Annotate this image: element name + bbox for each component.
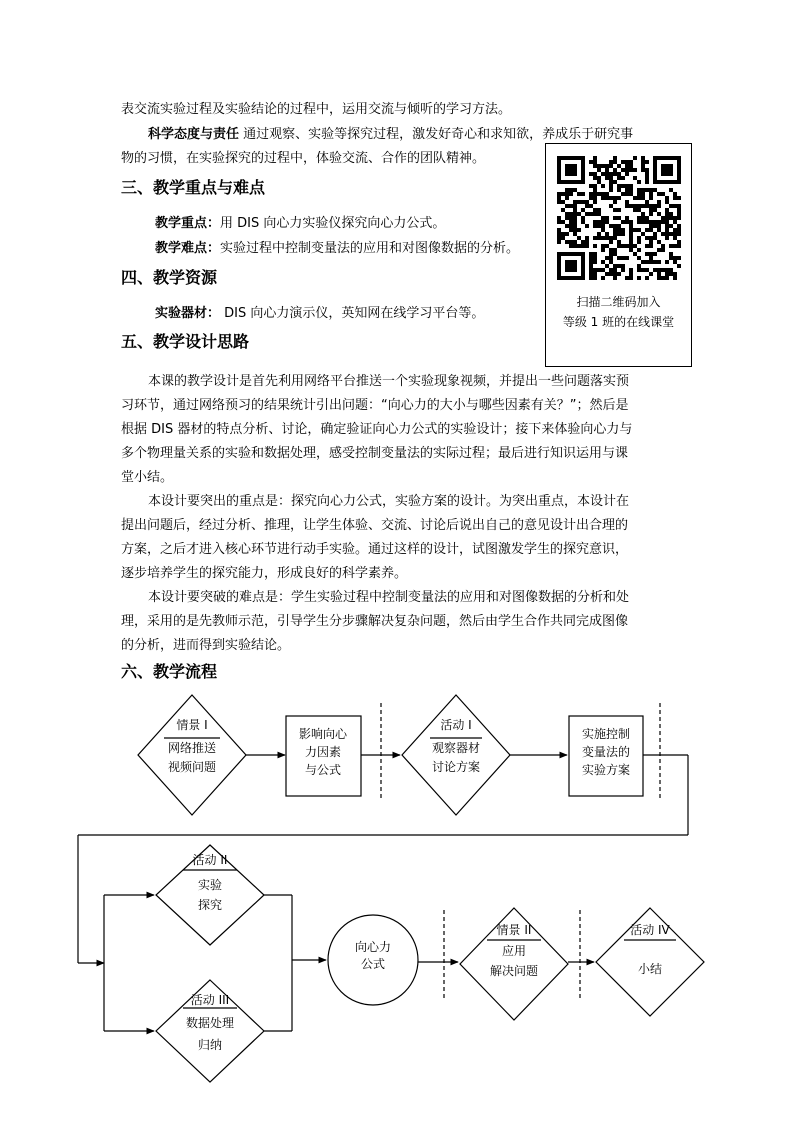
design-line-11: 理，采用的是先教师示范，引导学生分步骤解决复杂问题，然后由学生合作共同完成图像 bbox=[121, 614, 629, 629]
r1-line-3: 与公式 bbox=[304, 763, 342, 777]
key-point-text: 用 DIS 向心力实验仪探究向心力公式。 bbox=[220, 216, 446, 231]
d2-line-2: 讨论方案 bbox=[431, 760, 481, 774]
para-line-3: 物的习惯，在实验探究的过程中，体验交流、合作的团队精神。 bbox=[121, 151, 486, 166]
d1-line-1: 网络推送 bbox=[167, 741, 217, 755]
d1-top-label: 情景 I bbox=[176, 718, 208, 732]
r2-line-1: 实施控制 bbox=[581, 727, 631, 741]
design-line-6: 本设计要突出的重点是：探究向心力公式，实验方案的设计。为突出重点，本设计在 bbox=[148, 494, 630, 509]
section-4-title: 四、教学资源 bbox=[121, 268, 218, 287]
section-5-title: 五、教学设计思路 bbox=[121, 332, 250, 351]
d4-line-1: 数据处理 bbox=[185, 1016, 235, 1030]
design-line-3: 根据 DIS 器材的特点分析、讨论，确定验证向心力公式的实验设计；接下来体验向心力与 bbox=[121, 422, 633, 437]
d5-top-label: 情景 II bbox=[496, 923, 532, 937]
design-line-1: 本课的教学设计是首先利用网络平台推送一个实验现象视频，并提出一些问题落实预 bbox=[148, 374, 630, 389]
d3-top-label: 活动 II bbox=[192, 853, 228, 867]
key-point-label: 教学重点： bbox=[155, 216, 221, 231]
qr-caption-line-1: 扫描二维码加入 bbox=[576, 295, 661, 309]
design-line-4: 多个物理量关系的实验和数据处理，感受控制变量法的实际过程；最后进行知识运用与课 bbox=[121, 446, 629, 461]
d6-top-label: 活动 IV bbox=[630, 923, 670, 937]
difficulty-label: 教学难点： bbox=[155, 241, 221, 256]
design-line-8: 方案，之后才进入核心环节进行动手实验。通过这样的设计，试图激发学生的探究意识， bbox=[121, 542, 629, 557]
diamond-activity-1 bbox=[402, 695, 510, 815]
design-line-9: 逐步培养学生的探究能力，形成良好的科学素养。 bbox=[121, 566, 408, 581]
section-3-title: 三、教学重点与难点 bbox=[121, 178, 266, 197]
attitude-label: 科学态度与责任 bbox=[148, 127, 240, 142]
design-line-2: 习环节，通过网络预习的结果统计引出问题：“向心力的大小与哪些因素有关？”；然后是 bbox=[121, 398, 629, 413]
design-line-5: 堂小结。 bbox=[121, 470, 174, 485]
design-line-7: 提出问题后，经过分析、推理，让学生体验、交流、讨论后说出自己的意见设计出合理的 bbox=[121, 518, 629, 533]
qr-caption-line-2: 等级 1 班的在线课堂 bbox=[562, 315, 675, 329]
d3-line-2: 探究 bbox=[197, 898, 223, 912]
equipment-text: DIS 向心力演示仪，英知网在线学习平台等。 bbox=[220, 306, 485, 321]
design-line-12: 的分析，进而得到实验结论。 bbox=[121, 638, 291, 653]
diamond-scene-1 bbox=[138, 695, 246, 815]
section-6-title: 六、教学流程 bbox=[121, 662, 218, 681]
r1-line-2: 力因素 bbox=[304, 745, 342, 759]
r2-line-2: 变量法的 bbox=[581, 745, 631, 759]
difficulty-text: 实验过程中控制变量法的应用和对图像数据的分析。 bbox=[220, 241, 520, 256]
circle-line-2: 公式 bbox=[360, 957, 386, 971]
r2-line-3: 实验方案 bbox=[581, 763, 631, 777]
d6-line-1: 小结 bbox=[637, 962, 663, 976]
d3-line-1: 实验 bbox=[197, 878, 223, 892]
d1-line-2: 视频问题 bbox=[167, 760, 217, 774]
design-line-10: 本设计要突破的难点是：学生实验过程中控制变量法的应用和对图像数据的分析和处 bbox=[148, 590, 630, 605]
r1-line-1: 影响向心 bbox=[298, 727, 348, 741]
attitude-text: 通过观察、实验等探究过程，激发好奇心和求知欲，养成乐于研究事 bbox=[239, 127, 634, 142]
equipment-label: 实验器材： bbox=[155, 306, 221, 321]
circle-line-1: 向心力 bbox=[354, 940, 392, 954]
d5-line-2: 解决问题 bbox=[489, 964, 539, 978]
para-line-1: 表交流实验过程及实验结论的过程中，运用交流与倾听的学习方法。 bbox=[121, 102, 512, 117]
d2-top-label: 活动 I bbox=[440, 718, 472, 732]
d5-line-1: 应用 bbox=[501, 944, 527, 958]
d4-top-label: 活动 III bbox=[190, 993, 230, 1007]
d2-line-1: 观察器材 bbox=[431, 741, 481, 755]
d4-line-2: 归纳 bbox=[197, 1038, 223, 1052]
